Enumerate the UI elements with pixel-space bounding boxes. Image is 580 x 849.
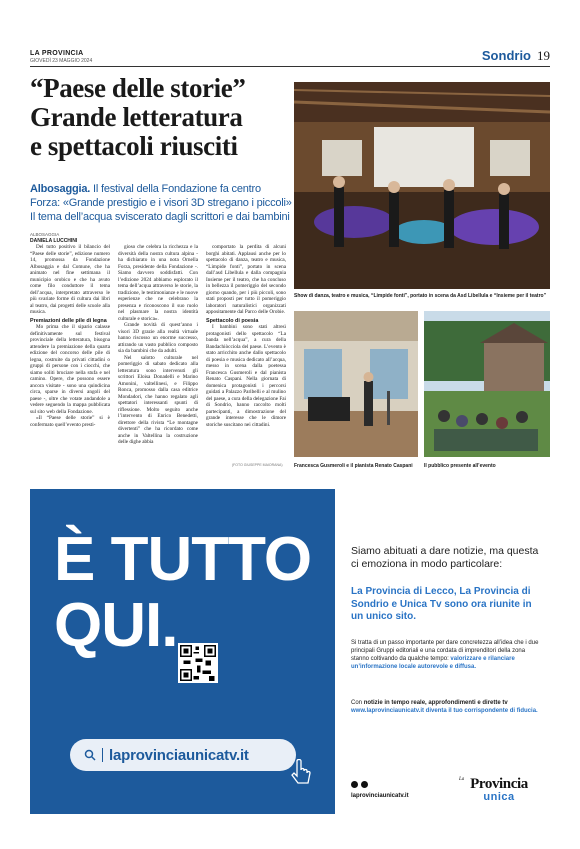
ad-blue-panel (30, 489, 335, 814)
subhead-text: Il festival della Fondazione fa centro Forza: «Grande prestigio e i visori 3D stregano i piccoli» Il tema dell’acqua sviscerato dagli scrittori e dai bambini (30, 183, 292, 223)
brand-provincia: Provincia (470, 776, 528, 792)
section-name: Sondrio (481, 48, 531, 63)
paragraph-subtitle: Premiazioni delle pile di legna (30, 317, 107, 324)
ad-headline (54, 527, 324, 659)
paragraph: Grande novità di quest’anno i visori 3D grazie alla realtà virtuale hanno riscosso un enorme successo, attirando un vasto pubblico composto sia da bambini che da adulti. (118, 322, 198, 354)
ad-url-bar[interactable] (70, 739, 296, 771)
paragraph: Mo prima che il sipario calasse definitivamente sul festival provinciale della letteratura, bisogna attendere la premiazione della quarta edizione del concorso delle pile di legna, costruite da privati cittadini o gruppi di persone con i ciocchi, che siamo soliti bruciare nella stufa e nel camino. Opere, che possono essere ancora visitate - sono una quindicina circa, sparse in diversi angoli del paese -, oltre che votate andandole a vedere seguendo la mappa pubblicata sul sito web della Fondazione. (30, 324, 110, 415)
audience-photo (424, 311, 550, 457)
ad-headline-line: QUI. (54, 591, 178, 660)
ad-url-text: laprovinciaunicatv.it (109, 746, 249, 764)
audience-photo-caption: Il pubblico presente all’evento (424, 463, 496, 469)
paragraph: gioso che celebra la ricchezza e la diversità della nostra cultura alpina - ha dichiarato in una nota Ornella Forza, presidente della Fondazione -. Siamo davvero soddisfatti. Con l’edizione 2024 abbiamo esplorato il tema dell’acqua attraverso le storie, la tradizione, le testimonianze e le nuove esperienze che ne celebrano la presenza e riconoscono il suo ruolo nel plasmare la nostra identità culturale e storica». (118, 244, 198, 322)
subhead-place: Albosaggia. (30, 183, 91, 195)
newspaper-name: LA PROVINCIA (30, 50, 84, 57)
paragraph-subtitle: Spettacolo di poesia (206, 317, 259, 324)
paragraph: I bambini sono stati altresì protagonisti dello spettacolo “La banda nell’acqua”, a cura della Bandachiòcciola del paese. L’evento è stato arricchito anche dallo spettacolo di poesia e musica dedicato all’acqua, messo in scena dalla poetessa Francesca Gusmeroli e dal pianista Renato Caspani. Nella giornata di domenica protagonisti i percorsi guidati a Palazzo Paribelli e al mulino del paese, a cura della delegazione Fai di Sondrio, hanno raccolto molti partecipanti, a dimostrazione del grande interesse che le dimore storiche suscitano nei cittadini. (206, 324, 286, 428)
paragraph: comportato la perdita di alcuni borghi abitati. Applausi anche per lo spettacolo di danza, teatro e musica, “Limpide fonti”, portato in scena dall’asd Libellula e dalla compagnia Insieme per il teatro, che ha concluso in bellezza il pomeriggio del secondo giorno quando, per i più piccoli, sono stati proposti per tutto il pomeriggio laboratori naturalistici organizzati appositamente dal Parco delle Orobie. (206, 244, 286, 315)
ad-body-2-bold: notizie in tempo reale, approfondimenti e dirette tv (363, 700, 508, 706)
byline-place: ALBOSAGGIA (30, 232, 60, 237)
ad-headline-line: È TUTTO (54, 525, 312, 594)
article-column-1 (30, 244, 110, 428)
dance-photo-caption: Show di danza, teatro e musica, “Limpide fonti”, portato in scena da Asd Libellula e “Insieme per il teatro” (294, 293, 547, 299)
ad-website-link[interactable]: laprovinciaunicatv.it (351, 793, 409, 799)
search-icon (84, 749, 96, 761)
ad-body-1-text: Si tratta di un passo importante per dare concretezza all’idea che i due principali Gruppi editoriali e una cordata di imprenditori della zona stanno coltivando da qualche tempo: (351, 640, 539, 662)
masthead-left (30, 50, 92, 64)
ad-body-2-emphasis: www.laprovinciaunicatv.it diventa il tuo corrispondente di fiducia. (351, 708, 538, 714)
headline-line: e spettacoli riusciti (30, 131, 238, 161)
ad-body-1-emphasis: valorizzare e rilanciare un’informazione locale autorevole e diffusa. (351, 656, 515, 670)
ad-body-1 (351, 639, 543, 671)
ad-highlight: La Provincia di Lecco, La Provincia di Sondrio e Unica Tv sono ora riunite in un unico sito. (351, 586, 532, 622)
article-column-2 (118, 244, 198, 446)
concert-photo-caption: Francesca Gusmeroli e il pianista Renato Caspani (294, 463, 413, 469)
photo-credit: (FOTO GIUSEPPE MAIORANA) (232, 463, 283, 467)
dance-photo (294, 82, 550, 289)
headline-line: “Paese delle storie” (30, 73, 246, 103)
concert-photo (294, 311, 418, 457)
qr-code[interactable] (178, 643, 218, 683)
top-rule (30, 66, 550, 67)
advertisement (30, 489, 550, 814)
paragraph: Nel salotto culturale nel pomeriggio di sabato dedicato alla letteratura sono intervenuti gli scrittori Eloisa Donadelli e Marino Amonini, valtellinesi, e Filippo Ronca, promosso dalla casa editrice Mondadori, che hanno regalato agli spettatori interessanti spunti di riflessione. Molto seguito anche l’intervento di Enrico Benedetti, direttore della rivista “Le montagne divertenti” che ha ricordato come anche in Valtellina la costruzione delle dighe abbia (118, 354, 198, 445)
url-separator (102, 748, 103, 762)
instagram-icon[interactable] (351, 781, 358, 788)
masthead-right (482, 48, 550, 64)
article-headline (30, 74, 288, 161)
social-icons (351, 781, 368, 788)
headline-line: Grande letteratura (30, 102, 243, 132)
ad-intro: Siamo abituati a dare notizie, ma questa ci emoziona in modo particolare: (351, 545, 539, 570)
paragraph: Del tutto positivo il bilancio del “Paese delle storie”, edizione numero 14, promossa da Fondazione Albosaggia e dal Comune, che ha animato nel fine settimana il municipio orobico e che ha avuto come filo conduttore il tema dell’acqua, interpretato attraverso le più svariate forme di cultura dai libri al teatro, dai progetti delle scuole alla musica. (30, 244, 110, 315)
issue-date: GIOVEDÌ 23 MAGGIO 2024 (30, 58, 93, 64)
page-number: 19 (537, 48, 550, 63)
brand-unica: unica (483, 791, 515, 803)
ad-body-2-text: Con (351, 700, 364, 706)
brand-logo (457, 777, 541, 803)
article-column-3 (206, 244, 286, 428)
ad-body-2 (351, 699, 541, 715)
article-subhead (30, 182, 292, 224)
ad-text-panel (335, 489, 550, 814)
byline-author: DANIELA LUCCHINI (30, 238, 78, 244)
brand-la: La (459, 777, 465, 782)
paragraph: «Il “Paese delle storie” si è confermato quell’evento presti- (30, 415, 110, 428)
byline (30, 232, 77, 244)
pointer-cursor-icon (288, 759, 314, 787)
facebook-icon[interactable] (361, 781, 368, 788)
